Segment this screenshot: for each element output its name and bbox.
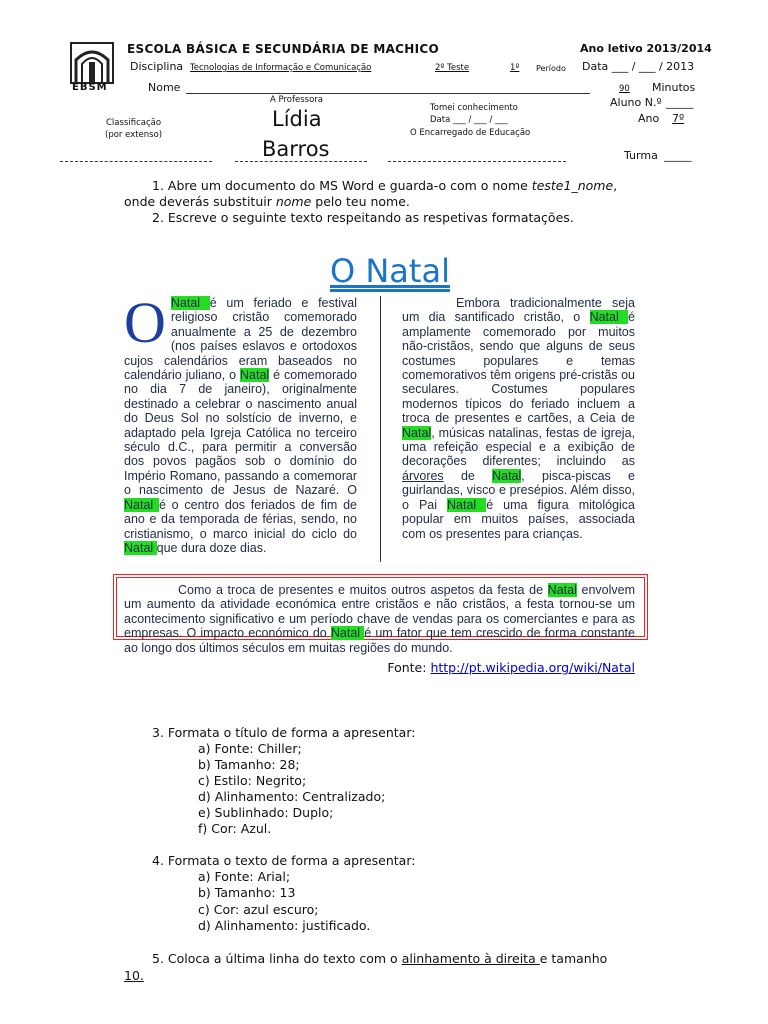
- q5-underlined-1: alinhamento à direita: [401, 951, 540, 966]
- disciplina-value: Tecnologias de Informação e Comunicação: [190, 63, 372, 73]
- highlighted-word: Natal: [589, 310, 629, 325]
- text-run: é um fator que tem crescido de forma constante ao longo dos últimos séculos em muitas regiões do mundo.: [124, 626, 635, 655]
- q3-item: b) Tamanho: 28;: [198, 757, 300, 772]
- periodo-label: Período: [536, 64, 566, 73]
- logo-text: EBSM: [72, 82, 108, 93]
- box-paragraph: [124, 583, 635, 655]
- text-run: é o centro dos feriados de fim de ano e da temporada de férias, sendo, no cristianismo, o marco inicial do ciclo do: [124, 497, 357, 541]
- school-year: Ano letivo 2013/2014: [580, 42, 712, 55]
- text-run: é uma figura mitológica popular em muitos países, associada com os presentes para crianças.: [402, 497, 636, 541]
- q4-item: c) Cor: azul escuro;: [198, 902, 319, 917]
- source-link[interactable]: http://pt.wikipedia.org/wiki/Natal: [430, 660, 635, 675]
- test-number: 2º Teste: [435, 63, 470, 73]
- tomei-conhecimento: Tomei conhecimento: [430, 103, 518, 113]
- turma-label: Turma: [624, 149, 658, 162]
- encarregado-label: O Encarregado de Educação: [410, 128, 531, 138]
- signature-line-encarregado: [388, 161, 566, 162]
- question-3-title: 3. Formata o título de forma a apresentar:: [152, 725, 416, 740]
- periodo-number: 1º: [510, 63, 520, 73]
- text-run: envolvem um aumento da atividade económica entre cristãos e não cristãos, a festa tornou-se um acontecimento significativo e um período chave de vendas para os comerciantes e para as empresas. O impacto económico do: [124, 583, 635, 641]
- text-run: , pisca-piscas e guirlandas, visco e presépios. Além disso, o Pai: [402, 468, 635, 512]
- instruction-2: 2. Escreve o seguinte texto respeitando as respetivas formatações.: [152, 210, 574, 225]
- source-label: Fonte:: [387, 660, 431, 675]
- question-5: [152, 951, 607, 966]
- instruction-1-cont-text: onde deverás substituir: [124, 194, 276, 209]
- date-top: Data ___ / ___ / 2013: [582, 60, 695, 73]
- ano-value: 7º: [672, 112, 685, 125]
- date-encarregado: Data ___ / ___ / ___: [430, 115, 508, 125]
- q3-item: c) Estilo: Negrito;: [198, 773, 307, 788]
- highlighted-word: Natal: [240, 368, 270, 383]
- minutos-value: 90: [619, 84, 630, 94]
- text-run: que dura doze dias.: [156, 540, 267, 555]
- aluno-value[interactable]: _____: [666, 96, 694, 109]
- text-run: é amplamente comemorado por muitos não-cristãos, sendo que alguns de seus costumes populares e temas comemorativos têm origens pré-cristãs ou seculares. Costumes populares modernos típicos do feriado incluem a troca de presentes e cartões, a Ceia de: [402, 310, 635, 426]
- box-text: [124, 583, 635, 655]
- column-divider: [380, 296, 381, 562]
- signature-line-professora: [235, 161, 367, 162]
- highlighted-word: Natal: [547, 583, 577, 597]
- instruction-1-filename: teste1_nome: [531, 178, 614, 193]
- article-title: O Natal: [330, 252, 450, 290]
- instruction-1-cont-tail: pelo teu nome.: [311, 194, 410, 209]
- instruction-1-text: 1. Abre um documento do MS Word e guarda-o com o nome: [152, 178, 532, 193]
- disciplina-label: Disciplina: [130, 60, 184, 73]
- instruction-1-cont: [124, 194, 410, 209]
- q5-text-2: e tamanho: [539, 951, 608, 966]
- text-run: Como a troca de presentes e muitos outros aspetos da festa de: [178, 583, 548, 597]
- highlighted-word: Natal: [124, 540, 157, 555]
- minutos-label: Minutos: [652, 81, 696, 94]
- column-2-text: [402, 296, 635, 541]
- q3-item: e) Sublinhado: Duplo;: [198, 805, 334, 820]
- text-run: é comemorado no dia 7 de janeiro), originalmente destinado a celebrar o nascimento anual do Deus Sol no solstício de inverno, e adaptado pela Igreja Católica no terceiro século d.C., para permitir a conversão dos povos pagãos sob o domínio do Império Romano, passando a comemorar o nascimento de Jesus de Nazaré. O: [124, 368, 357, 498]
- nome-label: Nome: [148, 81, 181, 94]
- source-line: [387, 660, 635, 675]
- highlighted-word: Natal: [330, 626, 365, 641]
- school-name: ESCOLA BÁSICA E SECUNDÁRIA DE MACHICO: [127, 42, 439, 56]
- highlighted-word: Natal: [124, 497, 159, 512]
- q4-item: d) Alinhamento: justificado.: [198, 918, 371, 933]
- professora-last-name: Barros: [262, 137, 330, 161]
- professora-first-name: Lídia: [272, 107, 322, 131]
- underlined-word: árvores: [402, 468, 444, 483]
- text-run: é um feriado e festival religioso cristão comemorado anualmente a 25 de dezembro (nos países eslavos e ortodoxos cujos calendários eram baseados no calendário juliano, o: [124, 296, 357, 383]
- professora-label: A Professora: [270, 95, 323, 105]
- highlighted-word: Natal: [170, 296, 210, 310]
- article-column-1: [124, 290, 357, 555]
- question-4-title: 4. Formata o texto de forma a apresentar:: [152, 853, 416, 868]
- highlighted-word: Natal: [402, 425, 432, 440]
- aluno-label: Aluno N.º: [610, 96, 662, 109]
- highlighted-word: Natal: [492, 468, 522, 483]
- q4-item: a) Fonte: Arial;: [198, 869, 291, 884]
- classificacao-label: Classificação: [106, 118, 162, 128]
- instruction-1: [152, 178, 617, 193]
- nome-line[interactable]: [186, 93, 590, 94]
- school-logo: [70, 42, 114, 96]
- por-extenso-label: (por extenso): [105, 130, 163, 140]
- text-run: Embora tradicionalmente seja um dia santificado cristão, o: [402, 296, 635, 325]
- q3-item: d) Alinhamento: Centralizado;: [198, 789, 386, 804]
- highlighted-word: Natal: [447, 497, 487, 512]
- q5-underlined-2: 10.: [124, 968, 144, 983]
- q4-item: b) Tamanho: 13: [198, 885, 296, 900]
- turma-value[interactable]: _____: [664, 149, 692, 162]
- article-column-2: [402, 296, 635, 541]
- text-run: de: [443, 468, 493, 483]
- q3-item: f) Cor: Azul.: [198, 821, 272, 836]
- instruction-1-cont-em: nome: [275, 194, 312, 209]
- drop-cap: O: [124, 290, 166, 355]
- ano-label: Ano: [638, 112, 660, 125]
- instruction-1-comma: ,: [613, 178, 618, 193]
- text-run: , músicas natalinas, festas de igreja, uma refeição especial e a exibição de decorações diferentes; incluindo as: [402, 425, 635, 469]
- signature-line-classificacao: [60, 161, 212, 162]
- q3-item: a) Fonte: Chiller;: [198, 741, 302, 756]
- q5-text: 5. Coloca a última linha do texto com o: [152, 951, 402, 966]
